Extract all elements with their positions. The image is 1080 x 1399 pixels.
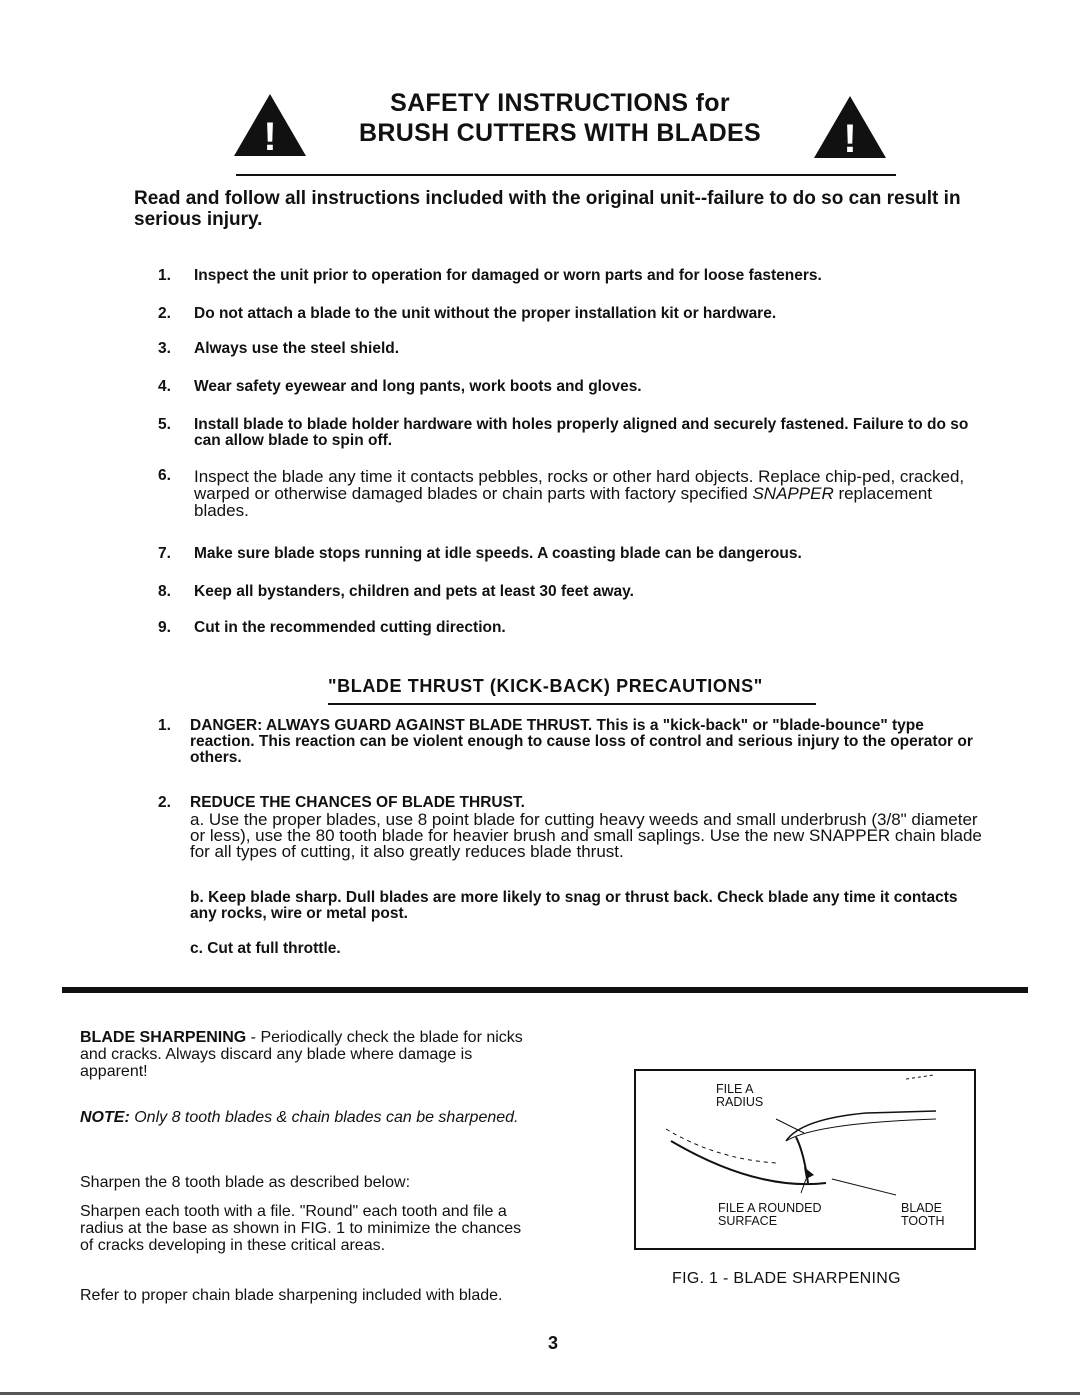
label-file-radius bbox=[716, 1083, 763, 1109]
title-rule bbox=[236, 174, 896, 176]
kickback-rule bbox=[328, 703, 816, 705]
label-line: FILE A bbox=[716, 1082, 754, 1096]
kickback-item-2a: a. Use the proper blades, use 8 point blade for cutting heavy weeds and small underbrush (3/8" diameter or less), use the 80 tooth blade for heavier brush and small saplings. Use the new SNAPPER chain blade for all types of cutting, it also greatly reduces blade thrust. bbox=[190, 810, 982, 861]
item-number: 5. bbox=[158, 416, 171, 433]
item-text: DANGER: ALWAYS GUARD AGAINST BLADE THRUST. This is a "kick-back" or "blade-bounce" type reaction. This reaction can be violent enough to cause loss of control and serious injury to the operator or others. bbox=[190, 717, 973, 766]
sharpening-note bbox=[80, 1109, 525, 1126]
item-text: Keep all bystanders, children and pets at least 30 feet away. bbox=[194, 583, 634, 600]
kickback-item-2b: b. Keep blade sharp. Dull blades are more likely to snag or thrust back. Check blade any time it contacts any rocks, wire or metal post. bbox=[190, 889, 958, 922]
item-number: 6. bbox=[158, 467, 171, 484]
item-number: 9. bbox=[158, 619, 171, 636]
item-text-part: Inspect the blade any time it contacts pebbles, rocks or other hard objects. Replace chip-ped, cracked, warped or otherwise damaged blades or chain parts with factory specified bbox=[194, 467, 965, 503]
item-text: Cut in the recommended cutting direction. bbox=[194, 619, 506, 636]
item-text: Wear safety eyewear and long pants, work boots and gloves. bbox=[194, 378, 642, 395]
item-number: 1. bbox=[158, 267, 171, 284]
label-line: BLADE bbox=[901, 1201, 942, 1215]
sharpening-para-2: Sharpen each tooth with a file. "Round" each tooth and file a radius at the base as shown in FIG. 1 to minimize the chances of cracks developing in these critical areas. bbox=[80, 1203, 522, 1254]
kickback-heading: "BLADE THRUST (KICK-BACK) PRECAUTIONS" bbox=[328, 676, 763, 696]
sharpening-para-1: Sharpen the 8 tooth blade as described below: bbox=[80, 1174, 411, 1191]
title-line-1: SAFETY INSTRUCTIONS for bbox=[390, 89, 730, 117]
sharpening-heading: BLADE SHARPENING bbox=[80, 1029, 247, 1046]
label-line: RADIUS bbox=[716, 1095, 764, 1109]
item-number: 7. bbox=[158, 545, 171, 562]
figure-caption: FIG. 1 - BLADE SHARPENING bbox=[672, 1270, 901, 1287]
item-text: Inspect the unit prior to operation for damaged or worn parts and for loose fasteners. bbox=[194, 267, 822, 284]
svg-text:!: ! bbox=[843, 117, 857, 160]
figure-blade-sharpening bbox=[634, 1069, 976, 1250]
note-text: Only 8 tooth blades & chain blades can be sharpened. bbox=[129, 1109, 519, 1126]
item-text-part: replacement blades. bbox=[194, 484, 932, 520]
label-line: TOOTH bbox=[901, 1214, 945, 1228]
item-text: REDUCE THE CHANCES OF BLADE THRUST. bbox=[190, 794, 525, 811]
item-number: 3. bbox=[158, 340, 171, 357]
item-number: 2. bbox=[158, 305, 171, 322]
svg-text:!: ! bbox=[263, 115, 277, 158]
label-line: FILE A ROUNDED bbox=[718, 1201, 822, 1215]
warning-triangle-icon bbox=[232, 92, 308, 158]
brand-name: SNAPPER bbox=[752, 484, 834, 503]
sharpening-para-3: Refer to proper chain blade sharpening included with blade. bbox=[80, 1287, 503, 1304]
item-text: Do not attach a blade to the unit without the proper installation kit or hardware. bbox=[194, 305, 777, 322]
note-label: NOTE: bbox=[80, 1109, 130, 1126]
item-text: Make sure blade stops running at idle speeds. A coasting blade can be dangerous. bbox=[194, 545, 802, 562]
item-number: 8. bbox=[158, 583, 171, 600]
item-text bbox=[194, 468, 984, 519]
section-divider bbox=[62, 987, 1028, 993]
warning-triangle-icon bbox=[812, 94, 888, 160]
label-line: SURFACE bbox=[718, 1214, 778, 1228]
intro-warning: Read and follow all instructions included with the original unit--failure to do so can result in serious injury. bbox=[134, 188, 961, 230]
item-number: 1. bbox=[158, 717, 171, 734]
item-text: Install blade to blade holder hardware with holes properly aligned and securely fastened. Failure to do so can allow blade to spin off. bbox=[194, 416, 969, 449]
item-number: 2. bbox=[158, 794, 171, 811]
item-number: 4. bbox=[158, 378, 171, 395]
title-line-2: BRUSH CUTTERS WITH BLADES bbox=[359, 119, 761, 147]
sharpening-intro bbox=[80, 1029, 525, 1080]
bottom-edge-rule bbox=[0, 1392, 1080, 1395]
label-rounded-surface bbox=[718, 1202, 822, 1228]
sharpening-text: - Periodically check the blade for nicks and cracks. Always discard any blade where damage is apparent! bbox=[80, 1029, 523, 1080]
label-blade-tooth bbox=[901, 1202, 945, 1228]
page-number: 3 bbox=[548, 1333, 559, 1353]
item-text: Always use the steel shield. bbox=[194, 340, 400, 357]
kickback-item-2c: c. Cut at full throttle. bbox=[190, 940, 341, 957]
page-title bbox=[330, 88, 790, 148]
